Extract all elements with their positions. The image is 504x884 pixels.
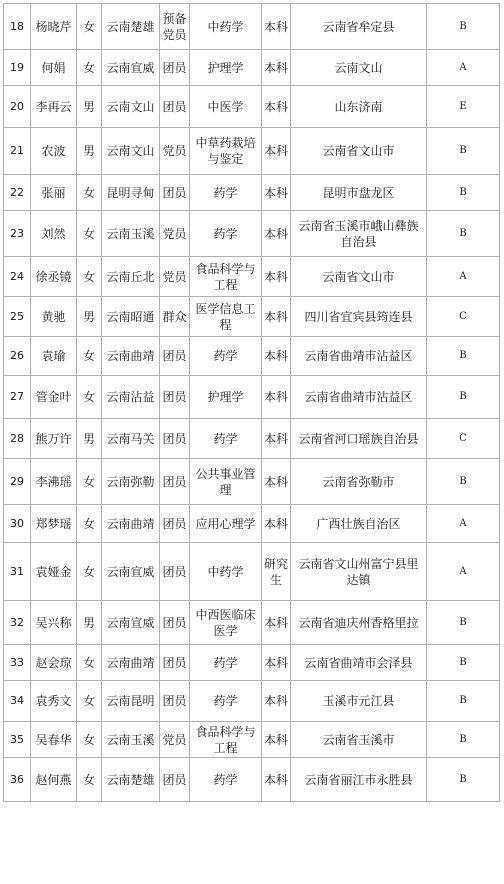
major-cell: 药学 <box>190 211 262 257</box>
table-row <box>4 505 500 543</box>
origin-cell: 云南宣威 <box>102 543 160 601</box>
name-cell: 徐丞镜 <box>31 257 77 297</box>
origin-cell: 云南文山 <box>102 128 160 175</box>
origin-cell: 云南弥勒 <box>102 459 160 505</box>
political-status-cell: 团员 <box>160 86 190 128</box>
major-cell: 药学 <box>190 419 262 459</box>
origin-cell: 云南沾益 <box>102 376 160 419</box>
gender-cell: 女 <box>77 681 102 722</box>
origin-cell: 昆明寻甸 <box>102 175 160 211</box>
grade-cell: B <box>427 128 500 175</box>
table-row <box>4 50 500 86</box>
major-cell: 中医学 <box>190 86 262 128</box>
grade-cell: B <box>427 175 500 211</box>
grade-cell: A <box>427 505 500 543</box>
political-status-cell: 预备党员 <box>160 4 190 50</box>
destination-cell: 云南省曲靖市沾益区 <box>291 337 427 376</box>
gender-cell: 女 <box>77 337 102 376</box>
origin-cell: 云南玉溪 <box>102 211 160 257</box>
destination-cell: 云南省弥勒市 <box>291 459 427 505</box>
name-cell: 杨晓芹 <box>31 4 77 50</box>
name-cell: 张丽 <box>31 175 77 211</box>
grade-cell: A <box>427 50 500 86</box>
gender-cell: 女 <box>77 50 102 86</box>
table-row <box>4 337 500 376</box>
political-status-cell: 党员 <box>160 257 190 297</box>
gender-cell: 男 <box>77 601 102 645</box>
political-status-cell: 团员 <box>160 175 190 211</box>
degree-cell: 本科 <box>262 758 291 802</box>
origin-cell: 云南昭通 <box>102 297 160 337</box>
gender-cell: 女 <box>77 175 102 211</box>
major-cell: 中药学 <box>190 4 262 50</box>
row-number-cell: 35 <box>4 722 31 758</box>
destination-cell: 云南省河口瑶族自治县 <box>291 419 427 459</box>
name-cell: 赵何燕 <box>31 758 77 802</box>
degree-cell: 研究生 <box>262 543 291 601</box>
grade-cell: B <box>427 337 500 376</box>
row-number-cell: 23 <box>4 211 31 257</box>
destination-cell: 云南省牟定县 <box>291 4 427 50</box>
degree-cell: 本科 <box>262 459 291 505</box>
destination-cell: 云南省曲靖市沾益区 <box>291 376 427 419</box>
row-number-cell: 29 <box>4 459 31 505</box>
major-cell: 中草药栽培与鉴定 <box>190 128 262 175</box>
table-row <box>4 758 500 802</box>
degree-cell: 本科 <box>262 175 291 211</box>
gender-cell: 女 <box>77 645 102 681</box>
gender-cell: 男 <box>77 128 102 175</box>
grade-cell: B <box>427 722 500 758</box>
destination-cell: 云南省曲靖市会泽县 <box>291 645 427 681</box>
degree-cell: 本科 <box>262 297 291 337</box>
origin-cell: 云南昆明 <box>102 681 160 722</box>
major-cell: 医学信息工程 <box>190 297 262 337</box>
table-row <box>4 175 500 211</box>
gender-cell: 女 <box>77 505 102 543</box>
row-number-cell: 21 <box>4 128 31 175</box>
origin-cell: 云南丘北 <box>102 257 160 297</box>
graduate-roster-table <box>3 3 500 802</box>
political-status-cell: 团员 <box>160 645 190 681</box>
table-row <box>4 376 500 419</box>
political-status-cell: 党员 <box>160 128 190 175</box>
name-cell: 袁娅金 <box>31 543 77 601</box>
row-number-cell: 24 <box>4 257 31 297</box>
gender-cell: 女 <box>77 376 102 419</box>
degree-cell: 本科 <box>262 128 291 175</box>
degree-cell: 本科 <box>262 50 291 86</box>
major-cell: 护理学 <box>190 50 262 86</box>
origin-cell: 云南楚雄 <box>102 758 160 802</box>
political-status-cell: 团员 <box>160 419 190 459</box>
name-cell: 赵会琼 <box>31 645 77 681</box>
name-cell: 袁瑜 <box>31 337 77 376</box>
origin-cell: 云南宣威 <box>102 601 160 645</box>
destination-cell: 云南省文山市 <box>291 257 427 297</box>
table-row <box>4 297 500 337</box>
table-row <box>4 543 500 601</box>
origin-cell: 云南马关 <box>102 419 160 459</box>
political-status-cell: 团员 <box>160 758 190 802</box>
row-number-cell: 31 <box>4 543 31 601</box>
gender-cell: 女 <box>77 4 102 50</box>
political-status-cell: 党员 <box>160 211 190 257</box>
degree-cell: 本科 <box>262 86 291 128</box>
grade-cell: B <box>427 211 500 257</box>
origin-cell: 云南楚雄 <box>102 4 160 50</box>
origin-cell: 云南玉溪 <box>102 722 160 758</box>
major-cell: 公共事业管理 <box>190 459 262 505</box>
major-cell: 药学 <box>190 645 262 681</box>
destination-cell: 云南省迪庆州香格里拉 <box>291 601 427 645</box>
grade-cell: B <box>427 376 500 419</box>
table-row <box>4 128 500 175</box>
origin-cell: 云南宣威 <box>102 50 160 86</box>
row-number-cell: 32 <box>4 601 31 645</box>
gender-cell: 男 <box>77 86 102 128</box>
name-cell: 吴兴称 <box>31 601 77 645</box>
table-row <box>4 4 500 50</box>
degree-cell: 本科 <box>262 376 291 419</box>
row-number-cell: 34 <box>4 681 31 722</box>
name-cell: 刘然 <box>31 211 77 257</box>
destination-cell: 云南文山 <box>291 50 427 86</box>
gender-cell: 男 <box>77 297 102 337</box>
destination-cell: 云南省文山州富宁县里达镇 <box>291 543 427 601</box>
row-number-cell: 30 <box>4 505 31 543</box>
origin-cell: 云南曲靖 <box>102 645 160 681</box>
political-status-cell: 党员 <box>160 722 190 758</box>
name-cell: 管金叶 <box>31 376 77 419</box>
destination-cell: 玉溪市元江县 <box>291 681 427 722</box>
major-cell: 药学 <box>190 681 262 722</box>
row-number-cell: 22 <box>4 175 31 211</box>
political-status-cell: 团员 <box>160 50 190 86</box>
origin-cell: 云南曲靖 <box>102 337 160 376</box>
destination-cell: 四川省宜宾县筠连县 <box>291 297 427 337</box>
row-number-cell: 27 <box>4 376 31 419</box>
major-cell: 中药学 <box>190 543 262 601</box>
major-cell: 药学 <box>190 175 262 211</box>
gender-cell: 女 <box>77 257 102 297</box>
political-status-cell: 团员 <box>160 543 190 601</box>
name-cell: 黄驰 <box>31 297 77 337</box>
gender-cell: 女 <box>77 722 102 758</box>
grade-cell: B <box>427 459 500 505</box>
roster-body <box>4 4 500 802</box>
major-cell: 药学 <box>190 337 262 376</box>
major-cell: 护理学 <box>190 376 262 419</box>
row-number-cell: 19 <box>4 50 31 86</box>
name-cell: 何娟 <box>31 50 77 86</box>
political-status-cell: 团员 <box>160 505 190 543</box>
degree-cell: 本科 <box>262 601 291 645</box>
destination-cell: 山东济南 <box>291 86 427 128</box>
row-number-cell: 28 <box>4 419 31 459</box>
gender-cell: 女 <box>77 543 102 601</box>
political-status-cell: 团员 <box>160 337 190 376</box>
row-number-cell: 36 <box>4 758 31 802</box>
major-cell: 中西医临床医学 <box>190 601 262 645</box>
grade-cell: A <box>427 257 500 297</box>
table-row <box>4 86 500 128</box>
gender-cell: 女 <box>77 459 102 505</box>
name-cell: 农波 <box>31 128 77 175</box>
destination-cell: 广西壮族自治区 <box>291 505 427 543</box>
major-cell: 食品科学与工程 <box>190 257 262 297</box>
destination-cell: 云南省文山市 <box>291 128 427 175</box>
table-row <box>4 681 500 722</box>
political-status-cell: 团员 <box>160 681 190 722</box>
origin-cell: 云南曲靖 <box>102 505 160 543</box>
degree-cell: 本科 <box>262 645 291 681</box>
political-status-cell: 团员 <box>160 376 190 419</box>
grade-cell: B <box>427 758 500 802</box>
degree-cell: 本科 <box>262 337 291 376</box>
degree-cell: 本科 <box>262 419 291 459</box>
name-cell: 李沸瑶 <box>31 459 77 505</box>
name-cell: 郑梦瑶 <box>31 505 77 543</box>
grade-cell: B <box>427 681 500 722</box>
degree-cell: 本科 <box>262 257 291 297</box>
destination-cell: 云南省玉溪市峨山彝族自治县 <box>291 211 427 257</box>
political-status-cell: 团员 <box>160 459 190 505</box>
table-row <box>4 722 500 758</box>
gender-cell: 女 <box>77 211 102 257</box>
grade-cell: E <box>427 86 500 128</box>
grade-cell: C <box>427 419 500 459</box>
destination-cell: 云南省玉溪市 <box>291 722 427 758</box>
table-row <box>4 211 500 257</box>
degree-cell: 本科 <box>262 722 291 758</box>
origin-cell: 云南文山 <box>102 86 160 128</box>
row-number-cell: 20 <box>4 86 31 128</box>
destination-cell: 昆明市盘龙区 <box>291 175 427 211</box>
table-row <box>4 257 500 297</box>
table-row <box>4 419 500 459</box>
degree-cell: 本科 <box>262 505 291 543</box>
political-status-cell: 群众 <box>160 297 190 337</box>
major-cell: 食品科学与工程 <box>190 722 262 758</box>
degree-cell: 本科 <box>262 211 291 257</box>
name-cell: 李再云 <box>31 86 77 128</box>
name-cell: 吴春华 <box>31 722 77 758</box>
political-status-cell: 团员 <box>160 601 190 645</box>
name-cell: 袁秀文 <box>31 681 77 722</box>
row-number-cell: 33 <box>4 645 31 681</box>
grade-cell: B <box>427 645 500 681</box>
table-row <box>4 459 500 505</box>
grade-cell: B <box>427 601 500 645</box>
row-number-cell: 25 <box>4 297 31 337</box>
degree-cell: 本科 <box>262 681 291 722</box>
major-cell: 应用心理学 <box>190 505 262 543</box>
grade-cell: B <box>427 4 500 50</box>
destination-cell: 云南省丽江市永胜县 <box>291 758 427 802</box>
name-cell: 熊万许 <box>31 419 77 459</box>
gender-cell: 女 <box>77 758 102 802</box>
row-number-cell: 26 <box>4 337 31 376</box>
table-row <box>4 645 500 681</box>
grade-cell: A <box>427 543 500 601</box>
grade-cell: C <box>427 297 500 337</box>
gender-cell: 男 <box>77 419 102 459</box>
major-cell: 药学 <box>190 758 262 802</box>
table-row <box>4 601 500 645</box>
row-number-cell: 18 <box>4 4 31 50</box>
degree-cell: 本科 <box>262 4 291 50</box>
